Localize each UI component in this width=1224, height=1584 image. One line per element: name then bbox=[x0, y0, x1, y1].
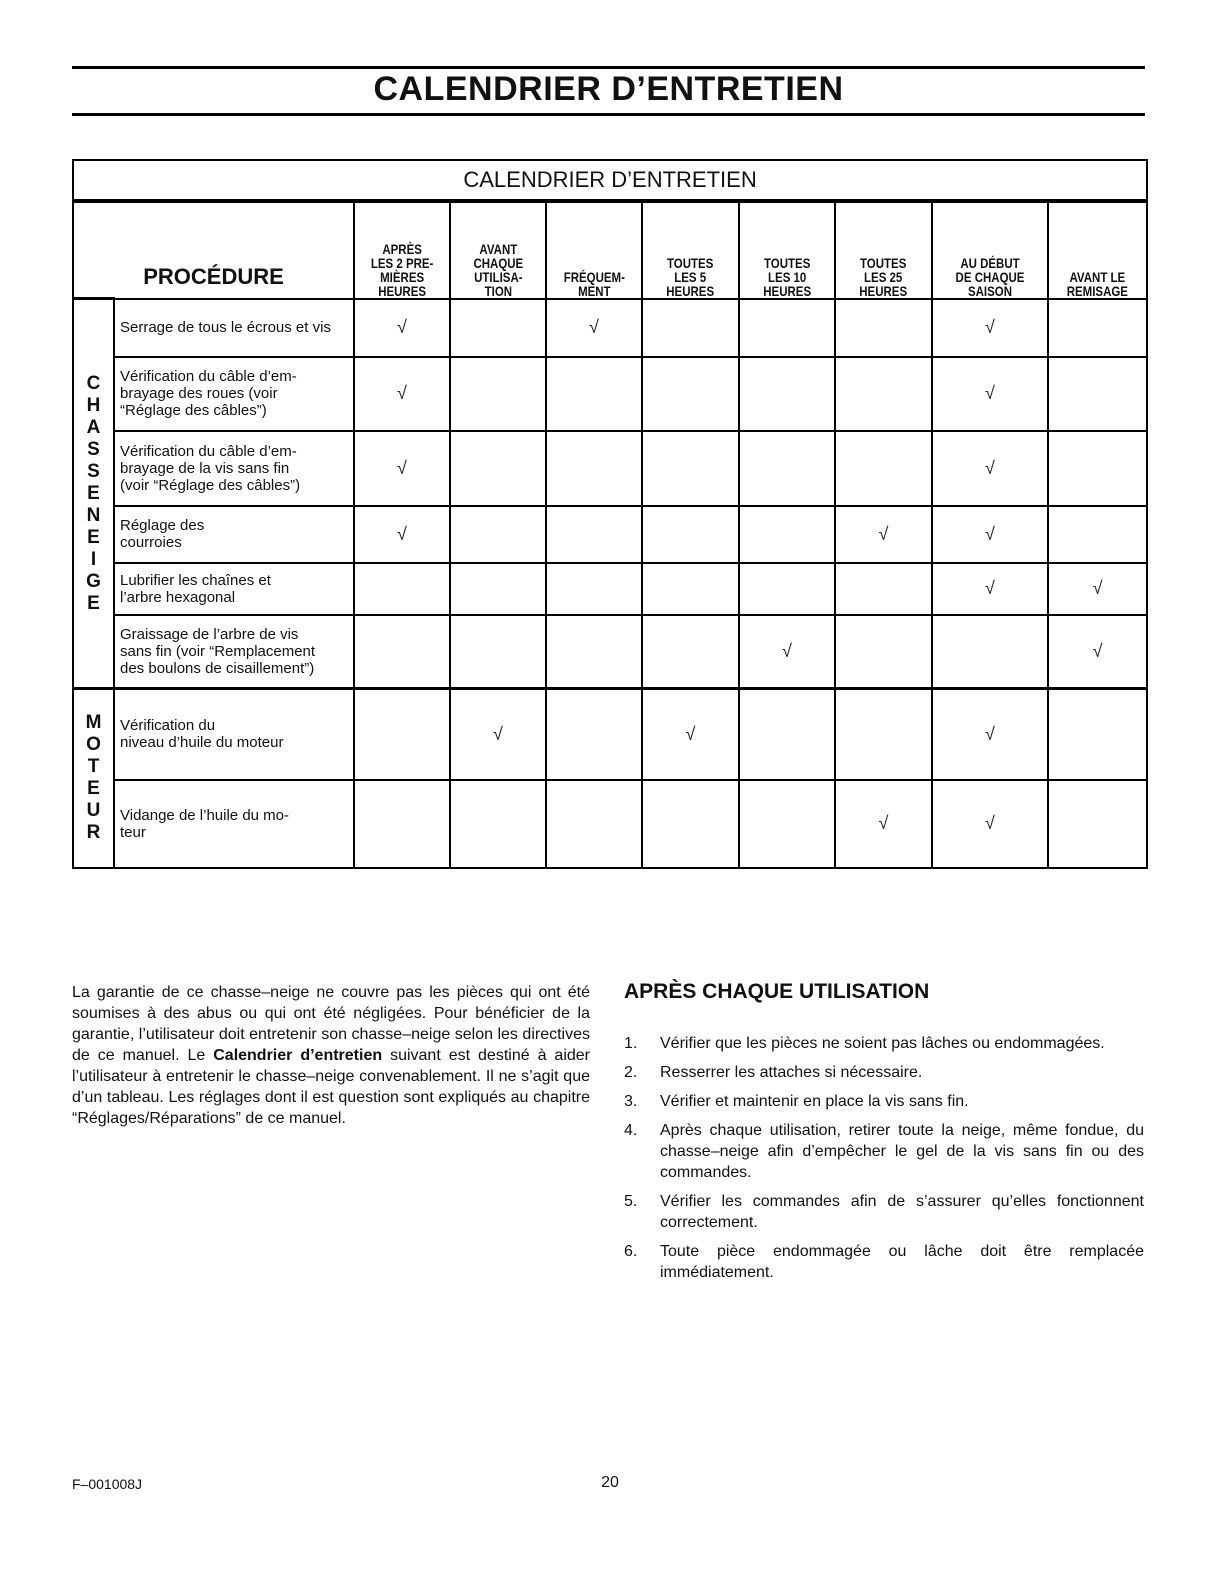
empty-cell bbox=[354, 689, 450, 780]
empty-cell bbox=[546, 506, 642, 563]
list-item: 4. Après chaque utilisation, retirer toute la neige, même fondue, du chasse–neige afin d’empêcher le gel de la vis sans fin ou des commandes. bbox=[624, 1122, 1144, 1181]
list-item: 3. Vérifier et maintenir en place la vis sans fin. bbox=[624, 1093, 969, 1110]
col-header-start-of-season: AU DÉBUT DE CHAQUE SAISON bbox=[932, 201, 1048, 299]
check-mark-cell: √ bbox=[932, 780, 1048, 868]
check-mark-cell: √ bbox=[932, 563, 1048, 615]
section-heading: APRÈS CHAQUE UTILISATION bbox=[624, 980, 930, 1003]
table-row bbox=[73, 689, 1147, 780]
group-label-chasse-neige: C H A S S E N E I G E bbox=[73, 299, 114, 689]
check-mark-cell: √ bbox=[354, 357, 450, 431]
check-mark-cell: √ bbox=[354, 431, 450, 506]
check-mark-cell: √ bbox=[932, 299, 1048, 357]
empty-cell bbox=[835, 563, 932, 615]
task-cell: Vérification du câble d’em- brayage des roues (voir “Réglage des câbles”) bbox=[114, 357, 354, 431]
procedure-header: PROCÉDURE bbox=[73, 201, 354, 299]
table-title: CALENDRIER D’ENTRETIEN bbox=[73, 160, 1147, 201]
empty-cell bbox=[835, 357, 932, 431]
steps-list bbox=[624, 1033, 1144, 1291]
empty-cell bbox=[932, 615, 1048, 689]
check-mark-cell: √ bbox=[354, 299, 450, 357]
title-rule-top bbox=[72, 66, 1145, 69]
table-row bbox=[73, 780, 1147, 868]
task-cell: Réglage des courroies bbox=[114, 506, 354, 563]
col-header-frequently: FRÉQUEM- MENT bbox=[546, 201, 642, 299]
empty-cell bbox=[642, 615, 739, 689]
empty-cell bbox=[642, 506, 739, 563]
empty-cell bbox=[739, 431, 835, 506]
check-mark-cell: √ bbox=[642, 689, 739, 780]
task-cell: Graissage de l’arbre de vis sans fin (voir “Remplacement des boulons de cisaillement”) bbox=[114, 615, 354, 689]
empty-cell bbox=[546, 689, 642, 780]
page-title: CALENDRIER D’ENTRETIEN bbox=[373, 70, 844, 108]
task-cell: Vidange de l’huile du mo- teur bbox=[114, 780, 354, 868]
col-header-every-10-hours: TOUTES LES 10 HEURES bbox=[739, 201, 835, 299]
empty-cell bbox=[739, 563, 835, 615]
empty-cell bbox=[450, 299, 546, 357]
empty-cell bbox=[835, 431, 932, 506]
check-mark-cell: √ bbox=[835, 780, 932, 868]
col-header-after-first-2-hours: APRÈS LES 2 PRE- MIÈRES HEURES bbox=[354, 201, 450, 299]
empty-cell bbox=[642, 431, 739, 506]
check-mark-cell: √ bbox=[1048, 615, 1147, 689]
col-header-every-5-hours: TOUTES LES 5 HEURES bbox=[642, 201, 739, 299]
table-header-row bbox=[73, 201, 1147, 299]
empty-cell bbox=[546, 563, 642, 615]
check-mark-cell: √ bbox=[354, 506, 450, 563]
list-item: 6. Toute pièce endommagée ou lâche doit être remplacée immédiatement. bbox=[624, 1243, 1144, 1281]
empty-cell bbox=[642, 563, 739, 615]
empty-cell bbox=[546, 615, 642, 689]
task-cell: Serrage de tous le écrous et vis bbox=[114, 299, 354, 357]
empty-cell bbox=[450, 506, 546, 563]
check-mark-cell: √ bbox=[932, 506, 1048, 563]
list-item: 2. Resserrer les attaches si nécessaire. bbox=[624, 1064, 923, 1081]
empty-cell bbox=[739, 689, 835, 780]
empty-cell bbox=[1048, 689, 1147, 780]
warranty-paragraph: La garantie de ce chasse–neige ne couvre pas les pièces qui ont été soumises à des abus ou qui ont été négligées. Pour bénéficier de la garantie, l’utilisateur doit entretenir son chasse–neige selon les directives de ce manuel. Le Calendrier d’entretien suivant est destiné à aider l’utilisateur à entretenir le chasse–neige convenablement. Il ne s’agit que d’un tableau. Les réglages dont il est question sont expliqués au chapitre “Réglages/Réparations” de ce manuel. bbox=[72, 984, 590, 1127]
empty-cell bbox=[354, 563, 450, 615]
page-number: 20 bbox=[601, 1474, 619, 1491]
task-cell: Vérification du câble d’em- brayage de la vis sans fin (voir “Réglage des câbles”) bbox=[114, 431, 354, 506]
empty-cell bbox=[450, 563, 546, 615]
table-row bbox=[73, 299, 1147, 357]
bold-term: Calendrier d’entretien bbox=[213, 1047, 383, 1064]
maintenance-schedule-table bbox=[72, 159, 1148, 869]
title-rule-bottom bbox=[72, 113, 1145, 116]
task-cell: Vérification du niveau d’huile du moteur bbox=[114, 689, 354, 780]
table-row bbox=[73, 431, 1147, 506]
empty-cell bbox=[546, 357, 642, 431]
empty-cell bbox=[546, 431, 642, 506]
check-mark-cell: √ bbox=[932, 431, 1048, 506]
table-row bbox=[73, 506, 1147, 563]
group-label-moteur: M O T E U R bbox=[73, 689, 114, 868]
check-mark-cell: √ bbox=[450, 689, 546, 780]
check-mark-cell: √ bbox=[932, 689, 1048, 780]
document-code: F–001008J bbox=[72, 1476, 143, 1492]
table-row bbox=[73, 357, 1147, 431]
empty-cell bbox=[642, 780, 739, 868]
empty-cell bbox=[450, 780, 546, 868]
col-header-before-each-use: AVANT CHAQUE UTILISA- TION bbox=[450, 201, 546, 299]
empty-cell bbox=[835, 615, 932, 689]
check-mark-cell: √ bbox=[739, 615, 835, 689]
check-mark-cell: √ bbox=[546, 299, 642, 357]
empty-cell bbox=[739, 299, 835, 357]
table-body bbox=[73, 299, 1147, 868]
empty-cell bbox=[450, 357, 546, 431]
task-cell: Lubrifier les chaînes et l’arbre hexagonal bbox=[114, 563, 354, 615]
col-header-before-storage: AVANT LE REMISAGE bbox=[1048, 201, 1147, 299]
empty-cell bbox=[642, 357, 739, 431]
check-mark-cell: √ bbox=[1048, 563, 1147, 615]
empty-cell bbox=[450, 615, 546, 689]
empty-cell bbox=[1048, 431, 1147, 506]
check-mark-cell: √ bbox=[932, 357, 1048, 431]
empty-cell bbox=[835, 689, 932, 780]
list-item: 1. Vérifier que les pièces ne soient pas lâches ou endommagées. bbox=[624, 1035, 1105, 1052]
empty-cell bbox=[835, 299, 932, 357]
empty-cell bbox=[1048, 357, 1147, 431]
table-row bbox=[73, 615, 1147, 689]
empty-cell bbox=[739, 506, 835, 563]
empty-cell bbox=[546, 780, 642, 868]
empty-cell bbox=[1048, 506, 1147, 563]
empty-cell bbox=[1048, 299, 1147, 357]
list-item: 5. Vérifier les commandes afin de s’assurer qu’elles fonctionnent correctement. bbox=[624, 1193, 1144, 1231]
empty-cell bbox=[354, 780, 450, 868]
empty-cell bbox=[1048, 780, 1147, 868]
empty-cell bbox=[354, 615, 450, 689]
empty-cell bbox=[450, 431, 546, 506]
table-row bbox=[73, 563, 1147, 615]
empty-cell bbox=[642, 299, 739, 357]
empty-cell bbox=[739, 780, 835, 868]
check-mark-cell: √ bbox=[835, 506, 932, 563]
col-header-every-25-hours: TOUTES LES 25 HEURES bbox=[835, 201, 932, 299]
empty-cell bbox=[739, 357, 835, 431]
